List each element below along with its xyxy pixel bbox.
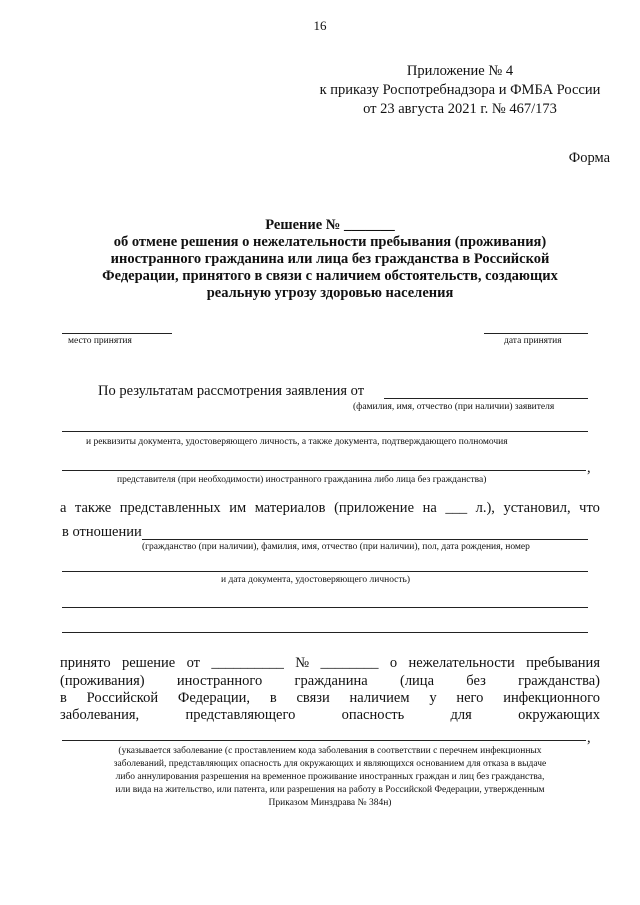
decision-line [60,655,600,672]
applicant-line[interactable] [62,431,588,432]
word: связи [296,690,330,706]
disease-input-line[interactable] [62,740,586,741]
word: решение [121,655,176,671]
note-line-2: заболеваний, представляющих опасность для окружающих и являющихся основанием для отказа в выдаче [113,759,547,769]
word: (приложение [334,500,415,516]
person-line-2[interactable] [62,571,588,572]
word: от [186,655,201,671]
regard-text: в отношении [62,524,142,540]
results-text: По результатам рассмотрения заявления от [98,383,365,399]
note-line-4: или вида на жительство, или патента, или разрешения на работу в Российской Федерации, утвержденным [115,785,545,795]
word: что [579,500,600,516]
representative-line[interactable] [62,470,586,471]
word: им [229,500,247,516]
word: без [466,673,486,689]
title-line-4: Федерации, принятого в связи с наличием обстоятельств, создающих [102,268,558,284]
docs-caption: и реквизиты документа, удостоверяющего личность, а также документа, подтверждающего полномочия [86,437,508,447]
residence-line [60,673,600,690]
place-caption: место принятия [68,336,132,346]
word: в [269,690,277,706]
title-line-5: реальную угрозу здоровью населения [206,285,454,301]
appendix-line-1: Приложение № 4 [406,63,514,79]
word: у [429,690,437,706]
word: представленных [119,500,221,516]
word: также [74,500,112,516]
page-number: 16 [313,18,327,33]
form-label: Форма [568,150,610,166]
word: иностранного [176,673,263,689]
word: нежелательности [408,655,515,671]
word: пребывания [526,655,600,671]
word: Российской [86,690,159,706]
title-line-3: иностранного гражданина или лица без гражданства в Российской [110,251,550,267]
word: о [389,655,398,671]
word: гражданина [294,673,368,689]
place-line[interactable] [62,333,172,334]
word: установил, [503,500,571,516]
word: инфекционного [503,690,600,706]
disease-line [60,707,600,724]
extra-line-2[interactable] [62,632,588,633]
fio-caption: (фамилия, имя, отчество (при наличии) заявителя [353,402,555,412]
note-line-3: либо аннулирования разрешения на временное проживание иностранных граждан и лиц без гражданства, [115,772,545,782]
word: наличием [349,690,410,706]
person-line[interactable] [142,539,588,540]
word: для [450,707,472,723]
word: (лица [399,673,435,689]
appendix-line-2: к приказу Роспотребнадзора и ФМБА России [319,82,601,98]
federation-line [60,690,600,707]
decision-number-field[interactable]: ________ [320,655,379,671]
date-line[interactable] [484,333,588,334]
comma-2: , [587,730,591,746]
date-caption: дата принятия [504,336,562,346]
word: № [295,655,310,671]
word: гражданства) [518,673,600,689]
word: в [60,690,67,706]
extra-line-1[interactable] [62,607,588,608]
note-line-5: Приказом Минздрава № 384н) [268,798,392,808]
citizenship-caption: (гражданство (при наличии), фамилия, имя, отчество (при наличии), пол, дата рождения, номер [142,542,530,552]
word: Федерации, [177,690,251,706]
word: на [422,500,437,516]
comma-1: , [587,460,591,476]
word: опасность [341,707,405,723]
title-line-1: Решение № _______ [265,217,395,233]
title-line-2: об отмене решения о нежелательности пребывания (проживания) [113,234,547,250]
word: него [456,690,484,706]
word: представляющего [185,707,296,723]
word: а [60,500,67,516]
word: л.), [475,500,495,516]
rep-caption: представителя (при необходимости) иностранного гражданина либо лица без гражданства) [117,475,487,485]
decision-date-field[interactable]: __________ [211,655,284,671]
word: материалов [254,500,326,516]
word: заболевания, [60,707,140,723]
appendix-line-3: от 23 августа 2021 г. № 467/173 [363,101,557,117]
doc-date-caption: и дата документа, удостоверяющего личность) [221,575,411,585]
word: окружающих [518,707,600,723]
application-date-line[interactable] [384,398,588,399]
word: принято [60,655,111,671]
materials-line [60,500,600,517]
note-line-1: (указывается заболевание (с проставлением кода заболевания в соответствии с перечнем инфекционных [118,746,542,756]
word: (проживания) [60,673,145,689]
sheets-field[interactable]: ___ [445,500,468,516]
